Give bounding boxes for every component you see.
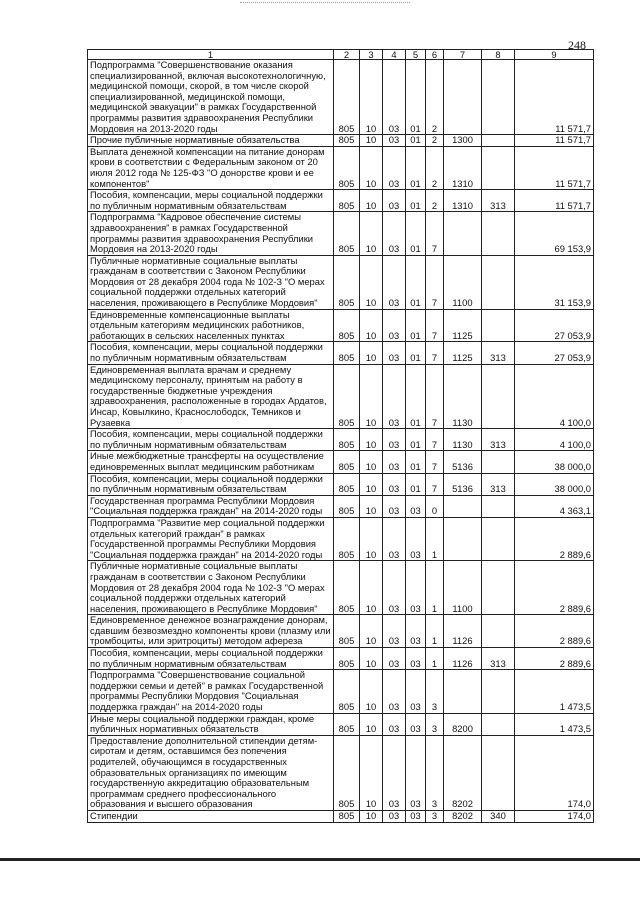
column-header-2: 2 <box>334 50 360 60</box>
cell-subprogram: 7 <box>426 212 444 255</box>
cell-program: 01 <box>406 309 426 342</box>
cell-admin-code: 805 <box>334 670 360 713</box>
cell-subprogram: 3 <box>426 670 444 713</box>
cell-subprogram: 2 <box>426 146 444 189</box>
cell-subprogram: 1 <box>426 648 444 670</box>
cell-program: 03 <box>406 561 426 615</box>
cell-target-article <box>444 517 482 560</box>
cell-admin-code: 805 <box>334 255 360 309</box>
cell-subsection: 03 <box>383 342 406 364</box>
cell-description: Иные межбюджетные трансферты на осуществление единовременных выплат медицинским работникам <box>88 451 334 473</box>
cell-description: Выплата денежной компенсации на питание донорам крови в соответствии с Федеральным законом от 20 июля 2012 года № 125-ФЗ "О донорстве крови и ее компонентов" <box>88 146 334 189</box>
cell-admin-code: 805 <box>334 561 360 615</box>
table-row <box>88 60 594 135</box>
cell-expense-type <box>482 212 515 255</box>
cell-section: 10 <box>360 670 383 713</box>
cell-program: 01 <box>406 135 426 147</box>
cell-target-article: 8202 <box>444 810 482 822</box>
cell-target-article <box>444 60 482 135</box>
cell-description: Подпрограмма "Совершенствование социальной поддержки семьи и детей" в рамках Государственной программы Республики Мордовия "Социальная поддержка граждан" на 2014-2020 годы <box>88 670 334 713</box>
table-row <box>88 473 594 495</box>
cell-admin-code: 805 <box>334 309 360 342</box>
cell-subprogram: 7 <box>426 309 444 342</box>
cell-target-article: 1100 <box>444 561 482 615</box>
cell-expense-type <box>482 517 515 560</box>
cell-section: 10 <box>360 810 383 822</box>
cell-description: Пособия, компенсации, меры социальной поддержки по публичным нормативным обязательствам <box>88 648 334 670</box>
cell-section: 10 <box>360 429 383 451</box>
cell-program: 01 <box>406 342 426 364</box>
cell-target-article: 1100 <box>444 255 482 309</box>
cell-expense-type: 313 <box>482 648 515 670</box>
cell-target-article <box>444 495 482 517</box>
table-row <box>88 561 594 615</box>
cell-amount: 38 000,0 <box>515 451 594 473</box>
cell-amount: 11 571,7 <box>515 135 594 147</box>
page-number: 248 <box>568 38 586 52</box>
cell-section: 10 <box>360 255 383 309</box>
cell-subprogram: 3 <box>426 810 444 822</box>
cell-admin-code: 805 <box>334 342 360 364</box>
column-header-5: 5 <box>406 50 426 60</box>
cell-subsection: 03 <box>383 517 406 560</box>
cell-subprogram: 1 <box>426 615 444 648</box>
cell-description: Подпрограмма "Совершенствование оказания специализированной, включая высокотехнологичную, медицинской помощи, скорой, в том числе скорой специализированной, медицинской помощи, медицинской эвакуации" в рамках Государственной программы развития здравоохранения Республики Мордовия на 2013-2020 годы <box>88 60 334 135</box>
cell-target-article: 1130 <box>444 429 482 451</box>
table-row <box>88 670 594 713</box>
cell-subsection: 03 <box>383 364 406 429</box>
cell-amount: 1 473,5 <box>515 670 594 713</box>
cell-section: 10 <box>360 135 383 147</box>
cell-description: Пособия, компенсации, меры социальной поддержки по публичным нормативным обязательствам <box>88 342 334 364</box>
cell-target-article: 1125 <box>444 309 482 342</box>
table-row <box>88 212 594 255</box>
table-row <box>88 429 594 451</box>
cell-expense-type: 313 <box>482 473 515 495</box>
cell-amount: 174,0 <box>515 810 594 822</box>
cell-target-article: 1130 <box>444 364 482 429</box>
cell-description: Прочие публичные нормативные обязательства <box>88 135 334 147</box>
cell-program: 01 <box>406 451 426 473</box>
table-row <box>88 615 594 648</box>
cell-subsection: 03 <box>383 255 406 309</box>
cell-expense-type <box>482 451 515 473</box>
cell-admin-code: 805 <box>334 713 360 735</box>
cell-target-article: 1125 <box>444 342 482 364</box>
cell-description: Публичные нормативные социальные выплаты гражданам в соответствии с Законом Республики Мордовия от 28 декабря 2004 года № 102-З "О мерах социальной поддержки отдельных категорий населения, проживающего в Республике Мордовия" <box>88 561 334 615</box>
column-header-8: 8 <box>482 50 515 60</box>
cell-amount: 38 000,0 <box>515 473 594 495</box>
cell-subsection: 03 <box>383 615 406 648</box>
cell-amount: 69 153,9 <box>515 212 594 255</box>
cell-target-article: 5136 <box>444 473 482 495</box>
cell-program: 03 <box>406 615 426 648</box>
cell-amount: 4 363,1 <box>515 495 594 517</box>
cell-amount: 11 571,7 <box>515 146 594 189</box>
cell-subsection: 03 <box>383 212 406 255</box>
cell-admin-code: 805 <box>334 648 360 670</box>
cell-section: 10 <box>360 713 383 735</box>
cell-subsection: 03 <box>383 135 406 147</box>
cell-expense-type <box>482 364 515 429</box>
cell-target-article: 1300 <box>444 135 482 147</box>
cell-amount: 2 889,6 <box>515 561 594 615</box>
cell-program: 01 <box>406 429 426 451</box>
cell-subprogram: 0 <box>426 495 444 517</box>
cell-description: Подпрограмма "Развитие мер социальной поддержки отдельных категорий граждан" в рамках Государственной программы Республики Мордовия "Социальная поддержка граждан" на 2014-2020 годы <box>88 517 334 560</box>
cell-subsection: 03 <box>383 146 406 189</box>
cell-expense-type <box>482 670 515 713</box>
cell-expense-type <box>482 135 515 147</box>
cell-expense-type: 313 <box>482 429 515 451</box>
table-row <box>88 495 594 517</box>
column-header-6: 6 <box>426 50 444 60</box>
cell-subprogram: 7 <box>426 451 444 473</box>
cell-description: Единовременные компенсационные выплаты отдельным категориям медицинских работников, работающих в сельских населенных пунктах <box>88 309 334 342</box>
cell-amount: 2 889,6 <box>515 648 594 670</box>
cell-subprogram: 7 <box>426 255 444 309</box>
table-row <box>88 451 594 473</box>
cell-section: 10 <box>360 451 383 473</box>
scan-artifact-line <box>240 2 410 3</box>
cell-description: Стипендии <box>88 810 334 822</box>
cell-subsection: 03 <box>383 429 406 451</box>
cell-amount: 11 571,7 <box>515 190 594 212</box>
cell-subprogram: 2 <box>426 135 444 147</box>
cell-program: 01 <box>406 190 426 212</box>
cell-subprogram: 7 <box>426 473 444 495</box>
cell-section: 10 <box>360 615 383 648</box>
cell-program: 03 <box>406 735 426 810</box>
cell-admin-code: 805 <box>334 364 360 429</box>
cell-subsection: 03 <box>383 561 406 615</box>
cell-expense-type: 340 <box>482 810 515 822</box>
cell-program: 03 <box>406 648 426 670</box>
cell-target-article: 5136 <box>444 451 482 473</box>
table-row <box>88 190 594 212</box>
cell-section: 10 <box>360 473 383 495</box>
cell-subsection: 03 <box>383 670 406 713</box>
table-row <box>88 713 594 735</box>
cell-expense-type: 313 <box>482 190 515 212</box>
cell-admin-code: 805 <box>334 451 360 473</box>
cell-subsection: 03 <box>383 713 406 735</box>
cell-amount: 4 100,0 <box>515 429 594 451</box>
cell-subprogram: 2 <box>426 60 444 135</box>
cell-description: Единовременная выплата врачам и среднему медицинскому персоналу, принятым на работу в государственные бюджетные учреждения здравоохранения, расположенные в городах Ардатов, Инсар, Ковылкино, Краснослободск, Темников и Рузаевка <box>88 364 334 429</box>
table-row <box>88 735 594 810</box>
cell-description: Государственная программа Республики Мордовия "Социальная поддержка граждан" на 2014-2020 годы <box>88 495 334 517</box>
table-row <box>88 810 594 822</box>
budget-table <box>87 49 594 823</box>
cell-section: 10 <box>360 60 383 135</box>
cell-description: Публичные нормативные социальные выплаты гражданам в соответствии с Законом Республики Мордовия от 28 декабря 2004 года № 102-З "О мерах социальной поддержки отдельных категорий населения, проживающего в Республике Мордовия" <box>88 255 334 309</box>
table-row <box>88 309 594 342</box>
cell-program: 03 <box>406 517 426 560</box>
cell-expense-type: 313 <box>482 342 515 364</box>
column-header-7: 7 <box>444 50 482 60</box>
cell-subsection: 03 <box>383 495 406 517</box>
cell-amount: 174,0 <box>515 735 594 810</box>
bottom-rule <box>0 858 640 861</box>
cell-subsection: 03 <box>383 473 406 495</box>
cell-expense-type <box>482 309 515 342</box>
cell-admin-code: 805 <box>334 615 360 648</box>
cell-description: Предоставление дополнительной стипендии детям-сиротам и детям, оставшимся без попечения родителей, обучающимся в государственных образовательных организациях по имеющим государственную аккредитацию образовательным программам среднего профессионального образования и высшего образования <box>88 735 334 810</box>
table-row <box>88 342 594 364</box>
cell-amount: 2 889,6 <box>515 517 594 560</box>
cell-admin-code: 805 <box>334 212 360 255</box>
cell-description: Подпрограмма "Кадровое обеспечение системы здравоохранения" в рамках Государственной программы развития здравоохранения Республики Мордовия на 2013-2020 годы <box>88 212 334 255</box>
column-header-1: 1 <box>88 50 334 60</box>
cell-admin-code: 805 <box>334 517 360 560</box>
cell-subprogram: 7 <box>426 342 444 364</box>
cell-subprogram: 3 <box>426 713 444 735</box>
cell-amount: 4 100,0 <box>515 364 594 429</box>
cell-amount: 1 473,5 <box>515 713 594 735</box>
column-header-4: 4 <box>383 50 406 60</box>
column-header-3: 3 <box>360 50 383 60</box>
cell-program: 01 <box>406 212 426 255</box>
cell-admin-code: 805 <box>334 810 360 822</box>
cell-section: 10 <box>360 309 383 342</box>
cell-subsection: 03 <box>383 60 406 135</box>
cell-section: 10 <box>360 648 383 670</box>
cell-expense-type <box>482 495 515 517</box>
column-header-9: 9 <box>515 50 594 60</box>
cell-program: 03 <box>406 810 426 822</box>
cell-section: 10 <box>360 190 383 212</box>
cell-target-article <box>444 670 482 713</box>
cell-description: Пособия, компенсации, меры социальной поддержки по публичным нормативным обязательствам <box>88 429 334 451</box>
cell-program: 01 <box>406 473 426 495</box>
cell-subsection: 03 <box>383 451 406 473</box>
cell-subsection: 03 <box>383 810 406 822</box>
cell-program: 03 <box>406 670 426 713</box>
cell-admin-code: 805 <box>334 429 360 451</box>
cell-section: 10 <box>360 212 383 255</box>
table-row <box>88 517 594 560</box>
cell-amount: 2 889,6 <box>515 615 594 648</box>
cell-section: 10 <box>360 735 383 810</box>
table-header-row <box>88 50 594 60</box>
cell-amount: 27 053,9 <box>515 342 594 364</box>
table-body <box>88 60 594 823</box>
table-row <box>88 255 594 309</box>
cell-section: 10 <box>360 342 383 364</box>
cell-subsection: 03 <box>383 190 406 212</box>
cell-target-article: 1126 <box>444 615 482 648</box>
cell-section: 10 <box>360 517 383 560</box>
cell-subprogram: 1 <box>426 517 444 560</box>
table-row <box>88 364 594 429</box>
table-row <box>88 135 594 147</box>
cell-expense-type <box>482 255 515 309</box>
cell-expense-type <box>482 735 515 810</box>
cell-target-article: 1310 <box>444 146 482 189</box>
cell-admin-code: 805 <box>334 146 360 189</box>
cell-admin-code: 805 <box>334 735 360 810</box>
cell-subsection: 03 <box>383 648 406 670</box>
cell-subprogram: 7 <box>426 364 444 429</box>
cell-subsection: 03 <box>383 735 406 810</box>
cell-description: Иные меры социальной поддержки граждан, кроме публичных нормативных обязательств <box>88 713 334 735</box>
cell-expense-type <box>482 713 515 735</box>
cell-target-article: 1310 <box>444 190 482 212</box>
cell-subprogram: 1 <box>426 561 444 615</box>
cell-subprogram: 2 <box>426 190 444 212</box>
cell-program: 01 <box>406 364 426 429</box>
cell-subsection: 03 <box>383 309 406 342</box>
cell-admin-code: 805 <box>334 473 360 495</box>
cell-section: 10 <box>360 561 383 615</box>
cell-program: 01 <box>406 146 426 189</box>
cell-target-article <box>444 212 482 255</box>
cell-description: Пособия, компенсации, меры социальной поддержки по публичным нормативным обязательствам <box>88 473 334 495</box>
cell-section: 10 <box>360 495 383 517</box>
cell-amount: 11 571,7 <box>515 60 594 135</box>
cell-amount: 27 053,9 <box>515 309 594 342</box>
cell-expense-type <box>482 561 515 615</box>
cell-description: Единовременное денежное вознаграждение донорам, сдавшим безвозмездно компоненты крови (плазму или тромбоциты, или эритроциты) методом афереза <box>88 615 334 648</box>
cell-program: 03 <box>406 495 426 517</box>
cell-description: Пособия, компенсации, меры социальной поддержки по публичным нормативным обязательствам <box>88 190 334 212</box>
cell-program: 01 <box>406 255 426 309</box>
cell-expense-type <box>482 615 515 648</box>
cell-amount: 31 153,9 <box>515 255 594 309</box>
cell-admin-code: 805 <box>334 135 360 147</box>
cell-target-article: 1126 <box>444 648 482 670</box>
table-row <box>88 146 594 189</box>
cell-admin-code: 805 <box>334 190 360 212</box>
cell-program: 03 <box>406 713 426 735</box>
cell-target-article: 8200 <box>444 713 482 735</box>
cell-section: 10 <box>360 364 383 429</box>
cell-expense-type <box>482 60 515 135</box>
cell-subprogram: 3 <box>426 735 444 810</box>
cell-admin-code: 805 <box>334 60 360 135</box>
cell-target-article: 8202 <box>444 735 482 810</box>
table-row <box>88 648 594 670</box>
cell-admin-code: 805 <box>334 495 360 517</box>
cell-subprogram: 7 <box>426 429 444 451</box>
cell-program: 01 <box>406 60 426 135</box>
cell-expense-type <box>482 146 515 189</box>
cell-section: 10 <box>360 146 383 189</box>
